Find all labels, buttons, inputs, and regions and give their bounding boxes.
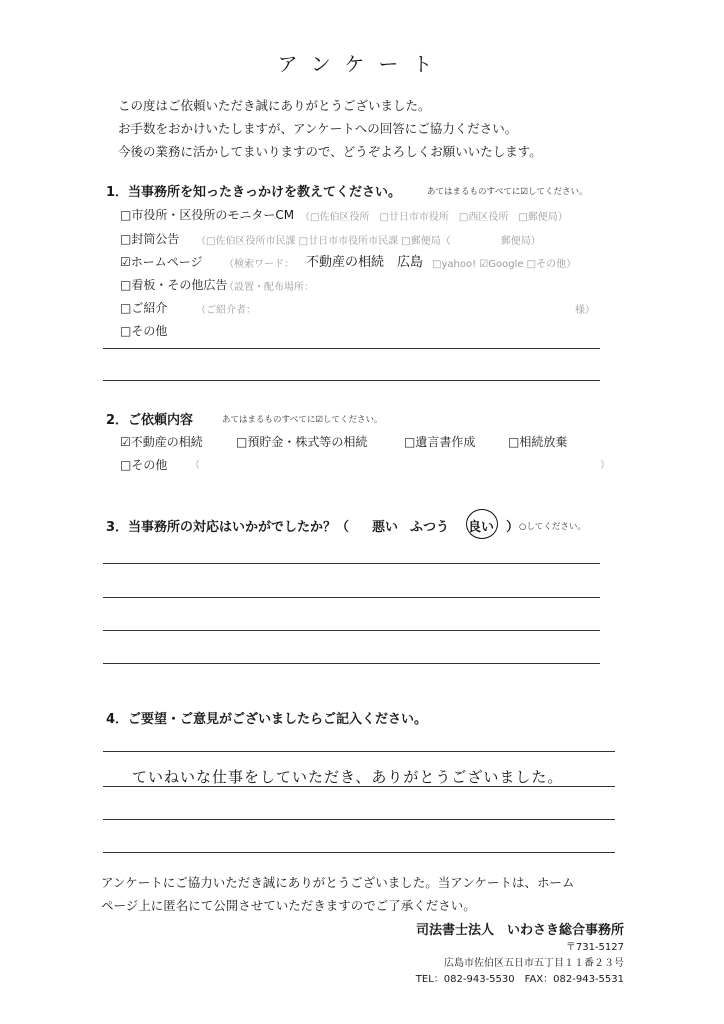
q1-option-cm[interactable]: □市役所・区役所のモニターCM bbox=[120, 208, 295, 222]
q3-heading: 3．当事務所の対応はいかがでしたか？（ bbox=[106, 520, 350, 535]
q3-choice-bad[interactable]: 悪い bbox=[372, 520, 399, 535]
q2-note: あてはまるものすべてに☑してください。 bbox=[222, 415, 383, 425]
q1-option-cm-sub: （□佐伯区役所 □廿日市市役所 □西区役所 □郵便局） bbox=[300, 212, 568, 223]
q1-answer-line-1 bbox=[103, 348, 600, 349]
q2-heading: 2．ご依頼内容 bbox=[106, 413, 194, 428]
q1-option-envelope-sub: （□佐伯区役所市民課 □廿日市市役所市民課 □郵便局（ 郵便局） bbox=[196, 236, 541, 247]
footer-line-1: アンケートにご協力いただき誠にありがとうございました。当アンケートは、ホーム bbox=[101, 875, 575, 890]
q3-choice-normal[interactable]: ふつう bbox=[410, 520, 450, 535]
q1-option-other[interactable]: □その他 bbox=[120, 324, 168, 338]
q2-option-other[interactable]: □その他 bbox=[120, 458, 168, 472]
q2-option-renounce[interactable]: □相続放棄 bbox=[508, 435, 568, 449]
q3-close-paren: ） bbox=[506, 520, 520, 535]
q1-answer-line-2 bbox=[103, 380, 600, 381]
q2-option-real-estate[interactable]: ☑不動産の相続 bbox=[120, 435, 203, 449]
org-name: 司法書士法人 いわさき総合事務所 bbox=[415, 923, 624, 938]
address: 広島市佐伯区五日市五丁目１１番２３号 bbox=[444, 958, 624, 969]
q3-choice-good[interactable]: 良い bbox=[468, 520, 495, 535]
q2-other-close-paren: ） bbox=[600, 460, 610, 471]
postal-code: 〒731-5127 bbox=[565, 942, 624, 953]
q4-answer-line-4 bbox=[103, 852, 615, 853]
q1-option-envelope[interactable]: □封筒公告 bbox=[120, 232, 180, 246]
q1-option-homepage-sub: （検索ワード： bbox=[224, 259, 294, 270]
q2-option-will[interactable]: □遺言書作成 bbox=[404, 435, 476, 449]
q4-answer-line-2 bbox=[103, 786, 615, 787]
q1-option-referral-sub: （ご紹介者： bbox=[196, 305, 256, 316]
q1-option-homepage-engines: □yahoo! ☑Google □その他） bbox=[432, 259, 577, 270]
q4-answer-line-1 bbox=[103, 751, 615, 752]
q1-option-signboard-sub: （設置・配布場所： bbox=[224, 282, 314, 293]
q1-option-referral-sama: 様） bbox=[575, 305, 595, 316]
q3-answer-line-3 bbox=[103, 630, 600, 631]
q3-answer-line-4 bbox=[103, 663, 600, 664]
q3-note: ○してください。 bbox=[519, 522, 586, 532]
q3-answer-line-1 bbox=[103, 563, 600, 564]
q2-other-open-paren: （ bbox=[190, 460, 200, 471]
footer-line-2: ページ上に匿名にて公開させていただきますのでご了承ください。 bbox=[101, 898, 476, 913]
intro-line-1: この度はご依頼いただき誠にありがとうございました。 bbox=[118, 98, 431, 113]
q4-heading: 4．ご要望・ご意見がございましたらご記入ください。 bbox=[106, 712, 428, 727]
page-title: アンケート bbox=[277, 52, 447, 76]
q4-handwritten-comment: ていねいな仕事をしていただき、ありがとうございました。 bbox=[132, 768, 564, 786]
q2-option-deposits[interactable]: □預貯金・株式等の相続 bbox=[236, 435, 368, 449]
q3-choice-good-circle bbox=[466, 509, 498, 539]
q1-option-signboard[interactable]: □看板・その他広告 bbox=[120, 278, 228, 292]
q1-note: あてはまるものすべてに☑してください。 bbox=[427, 187, 588, 197]
q1-heading: 1．当事務所を知ったきっかけを教えてください。 bbox=[106, 185, 402, 200]
q1-option-referral[interactable]: □ご紹介 bbox=[120, 301, 168, 315]
q1-option-homepage[interactable]: ☑ホームページ bbox=[120, 255, 203, 269]
contact: TEL：082-943-5530 FAX：082-943-5531 bbox=[415, 974, 624, 985]
intro-line-3: 今後の業務に活かしてまいりますので、どうぞよろしくお願いいたします。 bbox=[118, 144, 542, 159]
q3-answer-line-2 bbox=[103, 597, 600, 598]
search-word-handwritten: 不動産の相続 広島 bbox=[306, 255, 424, 270]
q4-answer-line-3 bbox=[103, 819, 615, 820]
intro-line-2: お手数をおかけいたしますが、アンケートへの回答にご協力ください。 bbox=[118, 121, 518, 136]
